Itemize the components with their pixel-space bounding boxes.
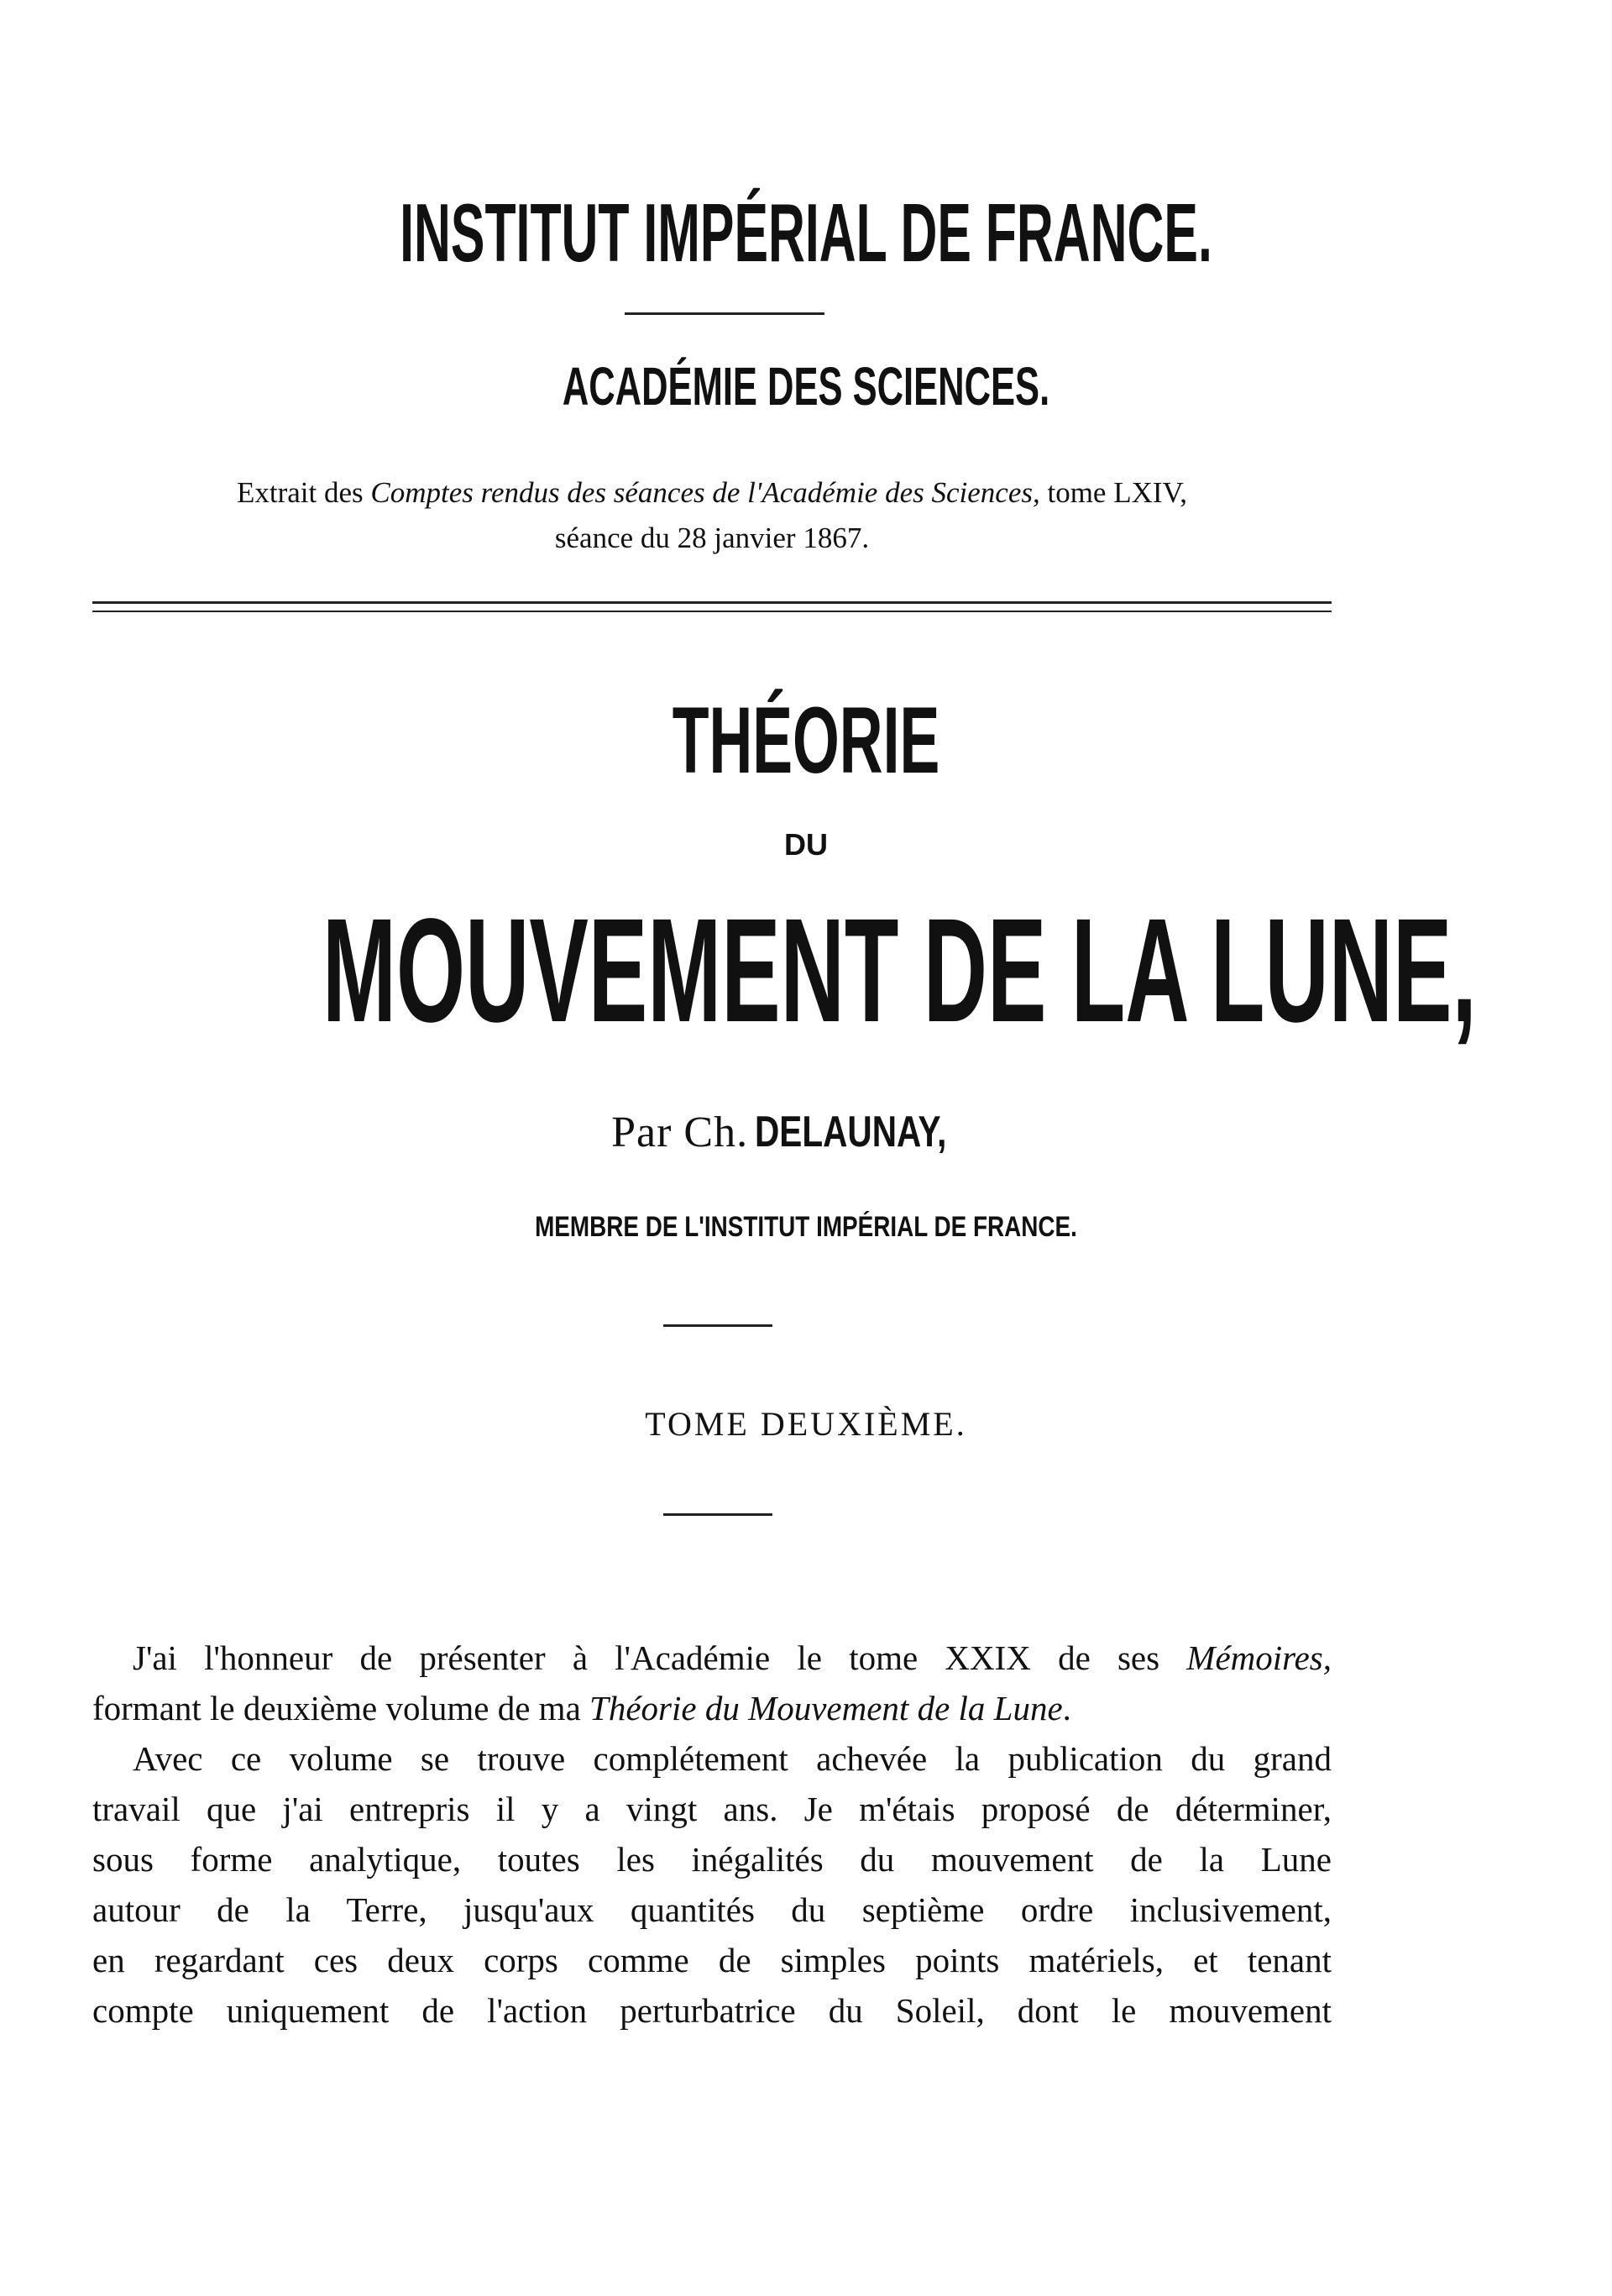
double-rule-top (92, 601, 1332, 604)
p1-line2-text: formant le deuxième volume de ma (92, 1689, 590, 1727)
extract-volume: tome LXIV, (1039, 476, 1188, 509)
volume-divider-bottom (663, 1513, 772, 1516)
double-rule-bottom (92, 611, 1332, 612)
paragraph-2 (92, 1733, 1332, 2036)
paragraph-1-line-2 (92, 1683, 1332, 1733)
author-line (0, 1110, 1612, 1155)
p1-line2-end: . (1062, 1689, 1071, 1727)
paragraph-2-line: sous forme analytique, toutes les inégalités du mouvement de la Lune (92, 1840, 1332, 1879)
paragraph-2-line: travail que j'ai entrepris il y a vingt ans. Je m'étais proposé de déterminer, (92, 1790, 1332, 1828)
extract-line-2: séance du 28 janvier 1867. (554, 522, 870, 554)
volume-heading: TOME DEUXIÈME. (645, 1405, 967, 1443)
author-affiliation: MEMBRE DE L'INSTITUT IMPÉRIAL DE FRANCE. (535, 1211, 1077, 1243)
title-line-1: THÉORIE (672, 688, 940, 793)
extract-source-title: Comptes rendus des séances de l'Académie des Sciences, (370, 476, 1040, 509)
paragraph-1-line-1 (92, 1633, 1332, 1683)
work-title-italic: Théorie du Mouvement de la Lune (589, 1689, 1063, 1727)
author-prefix: Par Ch. (611, 1109, 749, 1156)
extract-line-1 (92, 470, 1332, 516)
title-line-2: DU (784, 827, 828, 862)
institute-heading: INSTITUT IMPÉRIAL DE FRANCE. (400, 186, 1212, 279)
title-line-3: MOUVEMENT DE LA LUNE, (322, 889, 1477, 1053)
paragraph-2-line: Avec ce volume se trouve complétement achevée la publication du grand (133, 1739, 1332, 1778)
paragraph-2-line: autour de la Terre, jusqu'aux quantités du septième ordre inclusivement, (92, 1890, 1332, 1929)
academy-heading: ACADÉMIE DES SCIENCES. (562, 356, 1050, 417)
author-name: DELAUNAY, (755, 1108, 947, 1156)
body-text (92, 1633, 1332, 2036)
paragraph-1 (92, 1633, 1332, 1733)
paragraph-2-line: en regardant ces deux corps comme de simples points matériels, et tenant (92, 1941, 1332, 1979)
paragraph-2-line: compte uniquement de l'action perturbatrice du Soleil, dont le mouvement (92, 1991, 1332, 2030)
header-divider (625, 312, 824, 315)
volume-divider-top (663, 1324, 772, 1327)
extract-prefix: Extrait des (236, 476, 371, 509)
p1-line1-text: J'ai l'honneur de présenter à l'Académie le tome XXIX de ses (133, 1638, 1187, 1677)
memoires-italic: Mémoires, (1186, 1638, 1332, 1677)
